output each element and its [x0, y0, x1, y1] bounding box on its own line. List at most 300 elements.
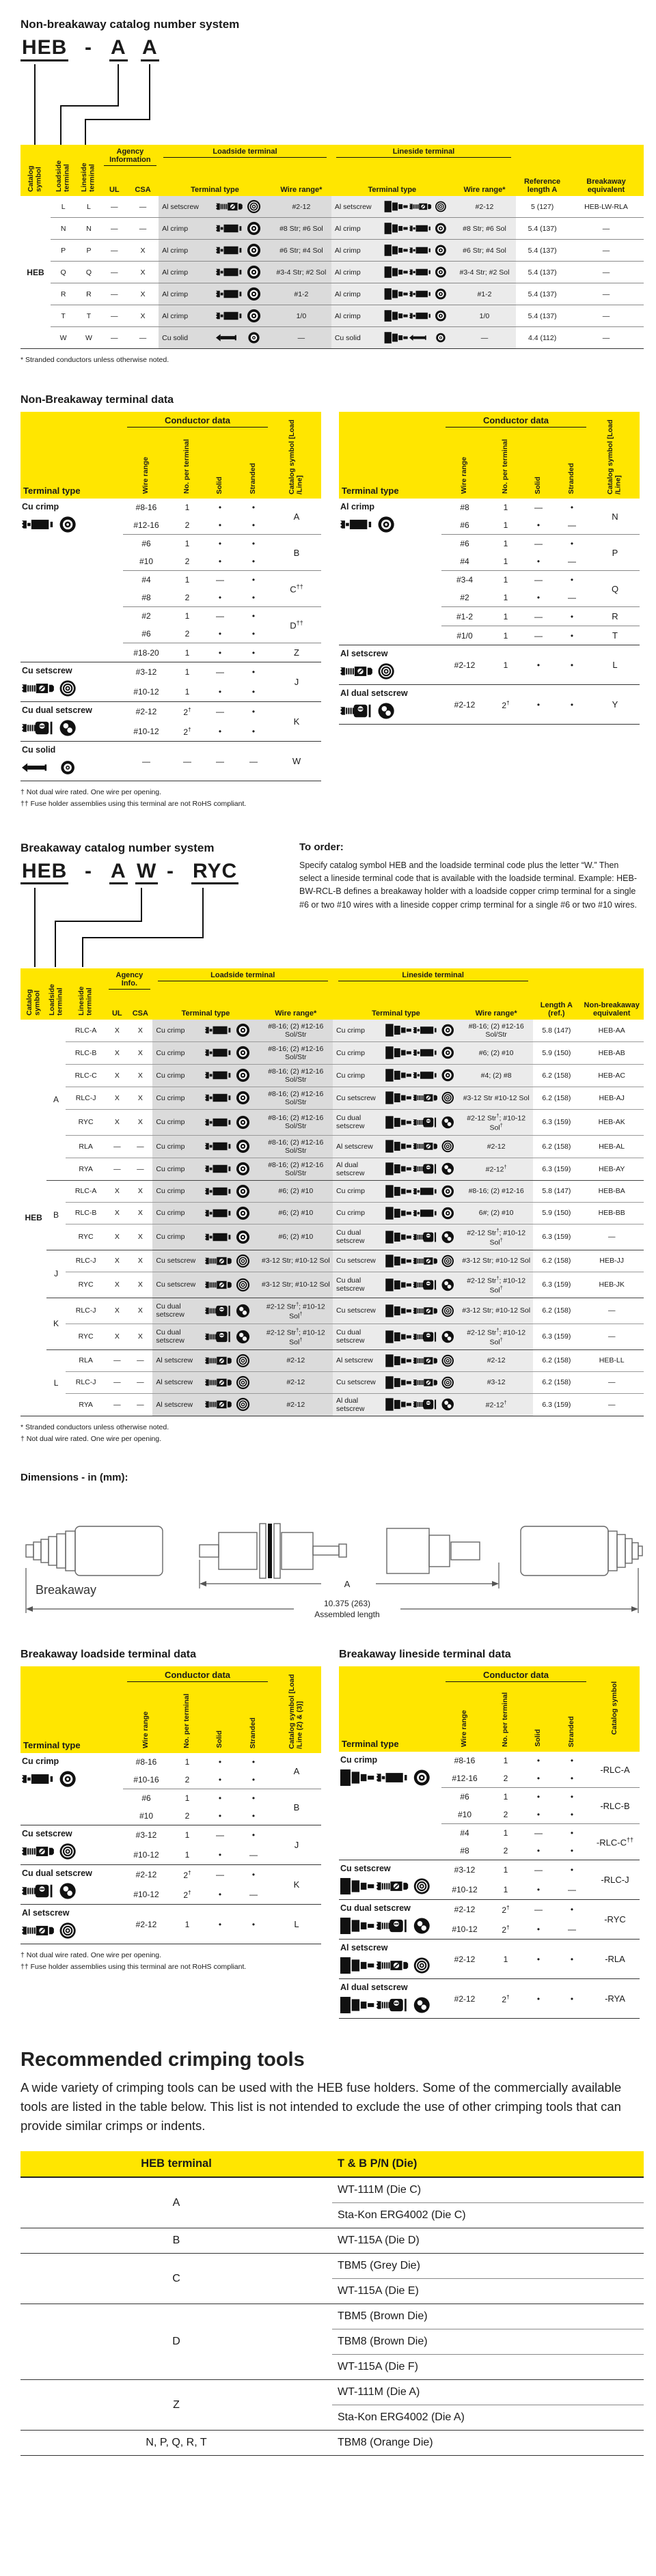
terminal-type-cell	[339, 1940, 441, 1979]
crimp-terminal-icon	[205, 1138, 251, 1154]
no-per-terminal-cell: 1	[503, 503, 508, 513]
terminal-icon-cell	[381, 1180, 459, 1202]
wire-range-cell: #8-16; (2) #12-16 Sol/Str	[259, 1020, 333, 1042]
terminal-data-row	[339, 1860, 640, 1880]
wire-range-cell: #8-16; (2) #12-16 Sol/Str	[459, 1020, 533, 1042]
setscrew-terminal-icon	[205, 1375, 251, 1390]
heb-terminal-cell: A	[172, 2196, 180, 2209]
solid-terminal-icon	[384, 331, 448, 344]
terminal-type-label: Al crimp	[340, 502, 375, 512]
terminal-type-label: Al setscrew	[22, 1908, 70, 1918]
stranded-cell: •	[235, 1789, 272, 1808]
solid-cell: —	[205, 702, 235, 722]
length-cell: 6.2 (158)	[533, 1135, 579, 1158]
no-per-terminal-cell: 2	[503, 1810, 508, 1820]
terminal-icon-cell	[381, 1272, 459, 1298]
solid-cell: •	[536, 1924, 541, 1934]
catalog-symbol-cell: K	[272, 1865, 321, 1905]
stranded-cell: •	[554, 1979, 590, 2019]
to-order-title: To order:	[299, 841, 344, 853]
terminal-type-header: Terminal type	[152, 1002, 258, 1020]
wire-range-cell: #8-16; (2) #12-16	[459, 1180, 533, 1202]
terminal-icon-cell	[379, 262, 453, 283]
callout-line	[85, 119, 150, 120]
catalog-symbol-cell: A	[293, 511, 300, 522]
solid-cell: —	[205, 662, 235, 682]
terminal-type-label: Cu crimp	[22, 1756, 59, 1767]
ul-cell: —	[102, 218, 127, 240]
csa-cell: X	[128, 1064, 152, 1087]
terminal-icon-cell	[197, 1250, 258, 1272]
column-header: Lineside terminal	[76, 145, 101, 196]
no-per-terminal-cell: 1	[169, 1825, 205, 1845]
setscrew-terminal-icon	[205, 1353, 251, 1369]
catalog-symbol-cell: -RLC-J	[590, 1860, 640, 1900]
wire-range-cell: #3-12	[123, 1825, 169, 1845]
wire-range-cell: #10-12	[133, 1849, 159, 1860]
stranded-cell: •	[554, 626, 590, 645]
dual-terminal-icon	[340, 1996, 431, 2015]
wire-range-cell: #1-2	[453, 283, 516, 305]
no-per-terminal-cell: 1	[169, 1905, 205, 1944]
terminal-icon-cell	[197, 1109, 258, 1135]
wire-range-header: Wire range*	[259, 1002, 333, 1020]
no-per-terminal-cell: 1	[169, 535, 205, 553]
ref-length-cell: 5.4 (137)	[516, 305, 569, 327]
ul-cell: —	[102, 240, 127, 262]
terminal-icon-cell	[206, 240, 271, 262]
no-per-terminal-cell: 1	[488, 1860, 523, 1880]
ul-cell: —	[102, 262, 127, 283]
catalog-row	[20, 1324, 644, 1349]
crimp-terminal-icon	[205, 1045, 251, 1061]
solid-cell: •	[205, 1789, 235, 1808]
tool-pn-cell: TBM8 (Orange Die)	[332, 2431, 644, 2456]
stranded-cell: •	[554, 1940, 590, 1979]
callout-line	[55, 921, 142, 922]
crimping-tools-table	[20, 2151, 644, 2456]
equivalent-cell: —	[579, 1224, 644, 1250]
callout-line	[82, 937, 83, 967]
terminal-type-header: Terminal type	[20, 1666, 123, 1753]
no-per-terminal-header: No. per terminal	[169, 1685, 205, 1753]
callout-line	[82, 937, 204, 938]
wire-range-cell: #12-16	[452, 1774, 478, 1784]
terminal-data-row	[20, 499, 321, 516]
solid-cell: —	[523, 1860, 554, 1880]
wire-range-cell: #8-16; (2) #12-16 Sol/Str	[259, 1064, 333, 1087]
terminal-icon-cell	[206, 218, 271, 240]
lineside-code-cell: P	[76, 240, 101, 262]
stranded-cell: •	[570, 1810, 574, 1820]
terminal-type-cell	[20, 1865, 123, 1905]
dual-terminal-icon	[385, 1397, 455, 1412]
terminal-icon-cell	[381, 1064, 459, 1087]
setscrew-terminal-icon	[385, 1254, 455, 1268]
solid-cell: •	[536, 593, 541, 603]
no-per-terminal-cell: 2	[184, 629, 190, 639]
terminal-icon-cell	[197, 1393, 258, 1416]
solid-header: Solid	[205, 1685, 235, 1753]
wire-range-cell: #2-12 Str†; #10-12 Sol†	[459, 1272, 533, 1298]
stranded-cell: •	[554, 685, 590, 725]
section-title-nonbreakaway-catalog: Non-breakaway catalog number system	[20, 18, 240, 31]
lineside-code-cell: RYA	[66, 1393, 107, 1416]
catalog-symbol-cell: -RLA	[590, 1940, 640, 1979]
catalog-symbol-cell: W	[272, 742, 321, 781]
crimp-terminal-icon	[385, 1046, 455, 1060]
stranded-cell: —	[568, 1884, 576, 1894]
terminal-type-cell	[339, 499, 441, 645]
csa-cell: X	[127, 262, 159, 283]
wire-range-cell: —	[271, 327, 331, 349]
stranded-cell: •	[554, 607, 590, 626]
solid-cell: —	[523, 607, 554, 626]
wire-range-header: Wire range*	[271, 178, 331, 196]
ref-length-cell: 4.4 (112)	[516, 327, 569, 349]
solid-cell: •	[218, 686, 222, 697]
catalog-row	[20, 1064, 644, 1087]
no-per-terminal-cell: 2	[184, 1775, 190, 1785]
wire-range-cell: #8-16; (2) #12-16 Sol/Str	[259, 1087, 333, 1109]
catalog-row	[20, 1298, 644, 1324]
terminal-type-cell: Al dual setscrew	[333, 1158, 381, 1180]
terminal-type-cell: Cu solid	[159, 327, 206, 349]
terminal-type-cell: Al setscrew	[152, 1393, 197, 1416]
equivalent-cell: —	[579, 1393, 644, 1416]
catalog-row	[20, 1393, 644, 1416]
terminal-type-cell	[339, 1900, 441, 1940]
wire-range-cell: #2-12	[441, 1940, 488, 1979]
stranded-cell: •	[235, 1905, 272, 1944]
callout-line	[85, 119, 86, 145]
equivalent-cell: HEB-AA	[598, 1026, 625, 1035]
lineside-code-cell: RYC	[66, 1224, 107, 1250]
no-per-terminal-cell: 2†	[183, 1888, 191, 1900]
ul-cell: X	[106, 1087, 128, 1109]
crimp-terminal-icon	[385, 1206, 455, 1220]
tool-pn-cell: Sta-Kon ERG4002 (Die C)	[332, 2203, 644, 2228]
terminal-type-cell: Al setscrew	[333, 1135, 381, 1158]
column-header: Catalog symbol	[20, 968, 46, 1020]
wire-range-cell: #3-12 Str #10-12 Sol	[459, 1087, 533, 1109]
dual-terminal-icon	[22, 718, 77, 738]
wire-range-cell: #8-16	[135, 503, 157, 513]
wire-range-cell: #2-12	[259, 1393, 333, 1416]
wire-range-cell: #4	[441, 1824, 488, 1843]
length-cell: 6.3 (159)	[533, 1324, 579, 1349]
agency-header: Agency Info.	[106, 968, 152, 1002]
stranded-header: Stranded	[554, 1684, 590, 1752]
tool-row	[20, 2228, 644, 2254]
wire-range-cell: #6	[460, 520, 469, 531]
solid-cell: •	[205, 1905, 235, 1944]
catalog-row	[20, 1158, 644, 1180]
no-per-terminal-cell: 1	[169, 643, 205, 662]
setscrew-terminal-icon	[385, 1375, 455, 1390]
wire-range-cell: #4	[123, 571, 169, 589]
wire-range-cell: #8 Str; #6 Sol	[453, 218, 516, 240]
column-header: Catalog symbol	[20, 145, 51, 196]
solid-cell: •	[536, 520, 541, 531]
wire-range-cell: #2-12	[123, 702, 169, 722]
wire-range-header: Wire range*	[453, 178, 516, 196]
heb-terminal-cell: D	[20, 2304, 332, 2380]
solid-cell: —	[205, 607, 235, 626]
catalog-symbol-cell: L	[590, 645, 640, 685]
no-per-terminal-cell: 2	[184, 520, 190, 531]
loadside-header: Loadside terminal	[152, 968, 333, 1002]
dimensions-title: Dimensions - in (mm):	[20, 1472, 128, 1484]
wire-range-cell: #2-12	[459, 1135, 533, 1158]
catalog-row	[20, 1135, 644, 1158]
terminal-type-cell: Cu setscrew	[333, 1250, 381, 1272]
footnote: * Stranded conductors unless otherwise noted.	[20, 1423, 169, 1431]
solid-cell: •	[523, 645, 554, 685]
stranded-cell: •	[235, 1825, 272, 1845]
crimp-terminal-icon	[216, 242, 262, 258]
dual-terminal-icon	[340, 701, 396, 720]
wire-range-cell: #6 Str; #4 Sol	[271, 240, 331, 262]
solid-header: Solid	[523, 431, 554, 499]
terminal-type-cell: Cu dual setscrew	[333, 1272, 381, 1298]
stranded-cell: •	[251, 1811, 256, 1821]
tool-row	[20, 2380, 644, 2405]
wire-range-cell: #2-12	[441, 645, 488, 685]
loadside-code-cell: R	[51, 283, 76, 305]
equivalent-cell: HEB-AK	[579, 1109, 644, 1135]
wire-range-cell: 1/0	[271, 305, 331, 327]
solid-cell: •	[536, 1846, 541, 1856]
catalog-symbol-cell: Z	[272, 643, 321, 662]
terminal-icon-cell	[381, 1324, 459, 1349]
catalog-row	[20, 1202, 644, 1224]
setscrew-terminal-icon	[385, 1354, 455, 1368]
catalog-row	[20, 1272, 644, 1298]
equivalent-cell: HEB-JK	[579, 1272, 644, 1298]
lineside-code-cell: RYA	[66, 1158, 107, 1180]
catalog-row	[20, 283, 644, 305]
terminal-data-row	[339, 499, 640, 516]
loadside-code-cell: Q	[51, 262, 76, 283]
tool-row	[20, 2304, 644, 2329]
terminal-type-cell: Cu solid	[331, 327, 379, 349]
ref-length-cell: 5.4 (137)	[516, 218, 569, 240]
catalog-row	[20, 1349, 644, 1371]
terminal-type-cell: Cu crimp	[152, 1224, 197, 1250]
tool-pn-cell: TBM8 (Brown Die)	[332, 2329, 644, 2355]
terminal-data-row	[20, 662, 321, 682]
equivalent-cell: —	[569, 218, 644, 240]
terminal-icon-cell	[197, 1202, 258, 1224]
loadside-code-cell: L	[61, 202, 66, 211]
no-per-terminal-cell: 1	[169, 1789, 205, 1808]
no-per-terminal-cell: 1	[488, 645, 523, 685]
terminal-data-row	[20, 1753, 321, 1771]
wire-range-cell: #2-12†	[459, 1393, 533, 1416]
catalog-symbol-cell: -RYC	[590, 1900, 640, 1940]
loadside-code-cell: N	[51, 218, 76, 240]
terminal-icon-cell	[379, 305, 453, 327]
stranded-cell: —	[249, 1889, 258, 1899]
terminal-type-header: Terminal type	[20, 412, 123, 499]
wire-range-cell: #12-16	[133, 520, 159, 531]
wire-range-cell: #2-12	[123, 1865, 169, 1885]
solid-header: Solid	[523, 1684, 554, 1752]
solid-header: Solid	[205, 431, 235, 499]
section-title-nonbreakaway-terminal-data: Non-Breakaway terminal data	[20, 394, 174, 406]
terminal-icon-cell	[206, 327, 271, 349]
terminal-type-label: Al setscrew	[340, 649, 388, 659]
catalog-symbol-cell: R	[590, 607, 640, 626]
wire-range-cell: #8-16	[135, 1757, 157, 1767]
loadside-header: Loadside terminal	[159, 145, 331, 178]
equivalent-cell: HEB-AY	[579, 1158, 644, 1180]
solid-cell: •	[218, 1849, 222, 1860]
callout-line	[60, 105, 119, 107]
wire-range-cell: #8-16; (2) #12-16 Sol/Str	[259, 1041, 333, 1064]
terminal-data-row	[20, 702, 321, 722]
wire-range-cell: #18-20	[123, 643, 169, 662]
section-title-breakaway-catalog: Breakaway catalog number system	[20, 841, 215, 854]
catalog-symbol-cell: J	[272, 662, 321, 702]
lineside-code-cell: RLC-J	[66, 1298, 107, 1324]
setscrew-terminal-icon	[216, 199, 262, 214]
length-cell: 6.2 (158)	[533, 1064, 579, 1087]
terminal-type-label: Cu setscrew	[340, 1864, 391, 1874]
ul-cell: —	[102, 283, 127, 305]
terminal-type-header: Terminal type	[333, 1002, 459, 1020]
terminal-type-cell: Cu crimp	[152, 1109, 197, 1135]
wire-range-cell: #1/0	[441, 626, 488, 645]
terminal-data-row	[339, 1752, 640, 1769]
terminal-type-cell: Cu crimp	[152, 1158, 197, 1180]
lineside-code-cell: RLA	[66, 1135, 107, 1158]
lineside-code-cell: RYC	[66, 1272, 107, 1298]
tb-pn-header: T & B P/N (Die)	[332, 2151, 644, 2177]
csa-cell: —	[128, 1158, 152, 1180]
length-cell: 6.3 (159)	[533, 1109, 579, 1135]
catalog-symbol-cell: HEB	[25, 1212, 42, 1222]
no-per-terminal-cell: 1	[503, 1884, 508, 1894]
solid-cell: •	[218, 1811, 222, 1821]
stranded-cell: •	[251, 726, 256, 736]
terminal-icon-cell	[197, 1135, 258, 1158]
stranded-cell: •	[554, 1860, 590, 1880]
solid-cell: —	[534, 503, 543, 513]
wire-range-cell: #3-12	[123, 662, 169, 682]
no-per-terminal-cell: 1	[184, 1849, 190, 1860]
csa-header: CSA	[127, 178, 159, 196]
terminal-type-cell	[339, 685, 441, 725]
solid-cell: —	[523, 626, 554, 645]
setscrew-terminal-icon	[385, 1091, 455, 1105]
catalog-row	[20, 1371, 644, 1393]
solid-cell: •	[536, 1756, 541, 1766]
wire-range-cell: #6; (2) #10	[259, 1224, 333, 1250]
terminal-data-row	[339, 1900, 640, 1920]
csa-cell: —	[128, 1349, 152, 1371]
terminal-type-cell: Al crimp	[159, 283, 206, 305]
stranded-header: Stranded	[235, 431, 272, 499]
terminal-data-row	[20, 1905, 321, 1944]
crimp-terminal-icon	[385, 1023, 455, 1037]
code-part: A	[141, 37, 159, 61]
terminal-icon-cell	[197, 1349, 258, 1371]
terminal-type-cell: Al crimp	[159, 240, 206, 262]
footnote: * Stranded conductors unless otherwise noted.	[20, 356, 169, 364]
no-per-terminal-cell: 1	[488, 571, 523, 589]
terminal-type-cell: Cu setscrew	[152, 1272, 197, 1298]
no-per-terminal-header: No. per terminal	[488, 1684, 523, 1752]
csa-cell: X	[128, 1250, 152, 1272]
wire-range-cell: #8-16; (2) #12-16 Sol/Str	[259, 1135, 333, 1158]
length-cell: 6.3 (159)	[533, 1224, 579, 1250]
crimp-terminal-icon	[205, 1161, 251, 1177]
terminal-type-cell: Cu crimp	[152, 1020, 197, 1042]
terminal-type-label: Cu dual setscrew	[22, 705, 92, 716]
terminal-type-cell: Cu crimp	[333, 1064, 381, 1087]
conductor-data-header: Conductor data	[441, 1666, 590, 1684]
wire-range-cell: #1-2	[271, 283, 331, 305]
terminal-icon-cell	[206, 262, 271, 283]
tool-row	[20, 2431, 644, 2456]
wire-range-header: Wire range	[441, 1684, 488, 1752]
footnote: †† Fuse holder assemblies using this terminal are not RoHS compliant.	[20, 800, 247, 809]
solid-terminal-icon	[216, 330, 262, 346]
wire-range-cell: #2-12	[453, 196, 516, 218]
no-per-terminal-cell: 1	[488, 626, 523, 645]
terminal-type-cell: Al crimp	[159, 262, 206, 283]
code-part: -	[167, 859, 174, 882]
terminal-icon-cell	[197, 1324, 258, 1349]
wire-range-cell: #2-12	[441, 1900, 488, 1920]
crimping-tools-heading: Recommended crimping tools	[20, 2049, 305, 2071]
crimp-terminal-icon	[384, 244, 448, 257]
solid-cell: •	[536, 1884, 541, 1894]
callout-line	[141, 888, 142, 921]
lineside-code-cell: RLC-J	[66, 1087, 107, 1109]
terminal-type-cell: Al setscrew	[159, 196, 206, 218]
terminal-data-row	[20, 742, 321, 781]
wire-range-cell: #2-12	[271, 196, 331, 218]
callout-line	[118, 64, 119, 107]
no-per-terminal-cell: 1	[488, 607, 523, 626]
catalog-row	[20, 1020, 644, 1042]
terminal-type-cell: Al crimp	[331, 305, 379, 327]
terminal-type-cell: Al crimp	[159, 305, 206, 327]
footnote: † Not dual wire rated. One wire per opening.	[20, 1951, 162, 1960]
no-per-terminal-cell: 1	[503, 1756, 508, 1766]
ul-cell: X	[106, 1298, 128, 1324]
terminal-type-cell: Al crimp	[159, 218, 206, 240]
stranded-cell: •	[570, 1756, 574, 1766]
ul-cell: X	[114, 1026, 120, 1035]
terminal-type-label: Al dual setscrew	[340, 688, 408, 699]
stranded-cell: •	[570, 503, 574, 513]
setscrew-terminal-icon	[205, 1277, 251, 1293]
terminal-data-row	[339, 1979, 640, 2019]
equivalent-header: Non-breakaway equivalent	[579, 968, 644, 1020]
group-letter-cell: J	[46, 1250, 66, 1298]
terminal-icon-cell	[206, 196, 271, 218]
wire-range-cell: #2-12	[123, 1905, 169, 1944]
terminal-icon-cell	[197, 1020, 258, 1042]
terminal-type-cell	[20, 1753, 123, 1825]
catalog-symbol-cell: N	[612, 511, 618, 522]
stranded-cell: •	[251, 503, 256, 513]
footnote: † Not dual wire rated. One wire per opening.	[20, 1434, 162, 1443]
